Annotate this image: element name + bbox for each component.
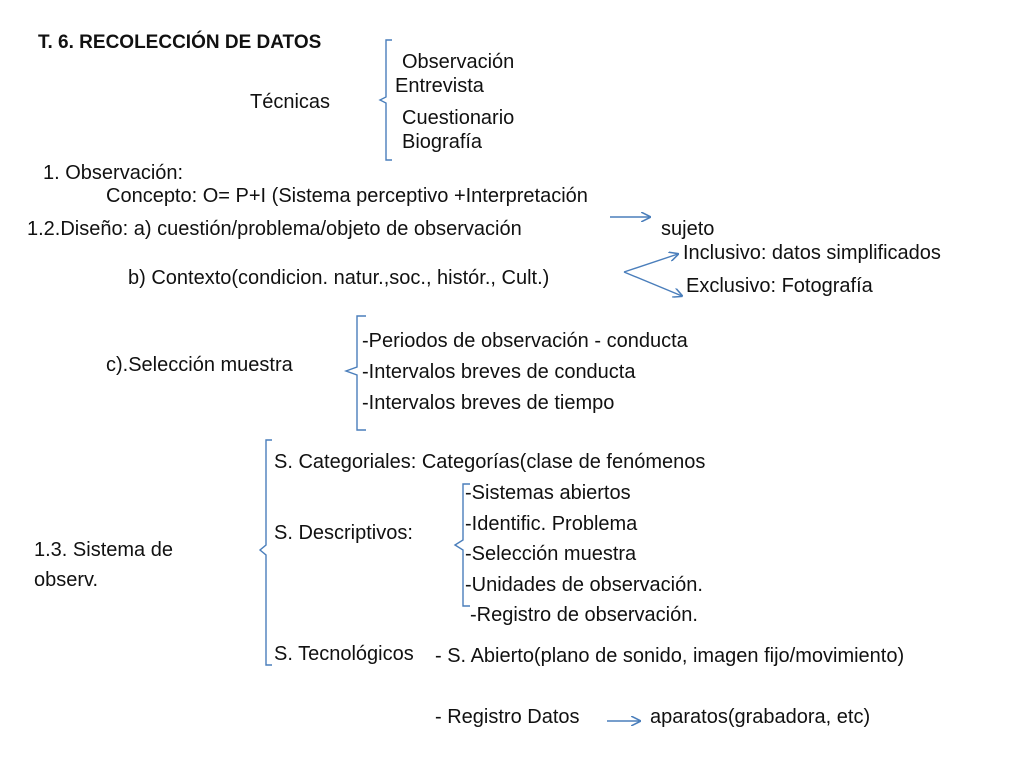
inclusivo-arrow (624, 254, 678, 272)
concepto-text: Concepto: O= P+I (Sistema perceptivo +Interpretación (106, 185, 588, 207)
exclusivo-arrow (624, 272, 682, 296)
seleccion-item: -Periodos de observación - conducta (362, 330, 688, 352)
tecnicas-label: Técnicas (250, 91, 331, 113)
categoriales-text: S. Categoriales: Categorías(clase de fenómenos (274, 451, 706, 473)
descriptivo-item: -Selección muestra (465, 543, 637, 565)
inclusivo-text: Inclusivo: datos simplificados (683, 242, 941, 264)
tecnica-item: Cuestionario (402, 107, 515, 129)
descriptivos-text: S. Descriptivos: (274, 522, 413, 544)
contexto-text: b) Contexto(condicion. natur.,soc., histór., Cult.) (128, 267, 550, 289)
descriptivo-item: -Registro de observación. (470, 604, 698, 626)
tecnicas-brace (380, 40, 392, 160)
tecnica-item: Observación (402, 51, 515, 73)
registro-datos-text: - Registro Datos (435, 706, 580, 728)
sistema-label-line2: observ. (34, 569, 99, 591)
seleccion-item: -Intervalos breves de tiempo (362, 392, 615, 414)
seleccion-item: -Intervalos breves de conducta (362, 361, 636, 383)
descriptivo-item: -Unidades de observación. (465, 574, 703, 596)
observacion-heading: 1. Observación: (43, 162, 184, 184)
tecnica-item: Biografía (402, 131, 483, 153)
sujeto-text: sujeto (661, 218, 715, 240)
aparatos-text: aparatos(grabadora, etc) (650, 706, 871, 728)
tecnica-item: Entrevista (395, 75, 484, 97)
seleccion-text: c).Selección muestra (106, 354, 293, 376)
exclusivo-text: Exclusivo: Fotografía (686, 275, 873, 297)
descriptivo-item: -Sistemas abiertos (465, 482, 631, 504)
tecnologicos-abierto-text: - S. Abierto(plano de sonido, imagen fijo/movimiento) (435, 645, 905, 667)
sistema-label-line1: 1.3. Sistema de (34, 539, 173, 561)
tecnologicos-text: S. Tecnológicos (274, 643, 414, 665)
diseno-a-text: 1.2.Diseño: a) cuestión/problema/objeto de observación (27, 218, 522, 240)
descriptivo-item: -Identific. Problema (465, 513, 638, 535)
page-title: T. 6. RECOLECCIÓN DE DATOS (38, 32, 322, 53)
sistema-brace (260, 440, 272, 665)
